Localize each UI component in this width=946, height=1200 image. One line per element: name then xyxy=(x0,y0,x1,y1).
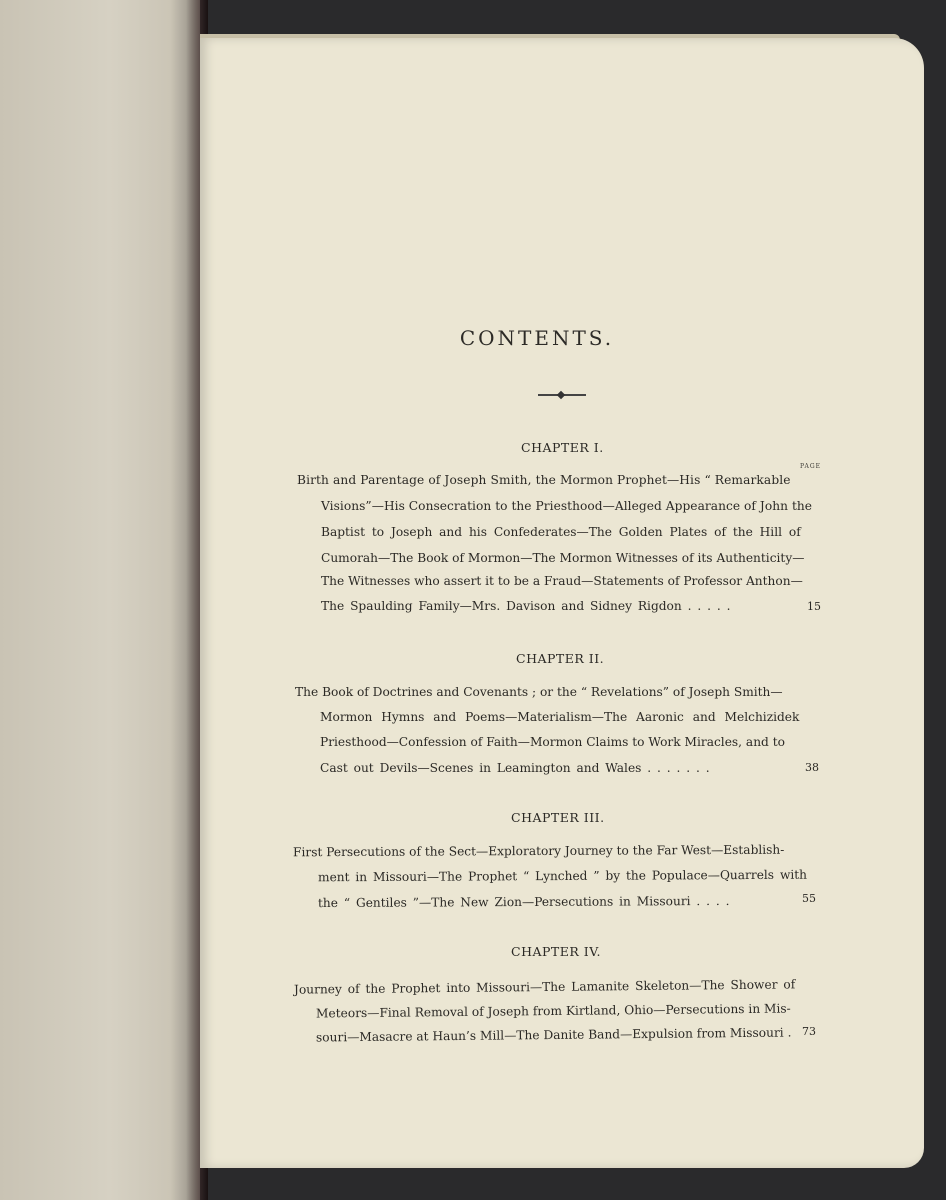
entry-line: The Book of Doctrines and Covenants ; or the “ Revelations” of Joseph Smith— xyxy=(295,685,783,699)
entry-line: Cast out Devils—Scenes in Leamington and Wales . . . . . . . xyxy=(320,761,710,775)
entry-line: ment in Missouri—The Prophet “ Lynched ” by the Populace—Quarrels with xyxy=(317,867,808,885)
chapter-heading: CHAPTER II. xyxy=(516,651,605,666)
chapter-heading: CHAPTER I. xyxy=(521,440,604,455)
page-title: CONTENTS. xyxy=(459,326,615,350)
entry-line: the “ Gentiles ”—The New Zion—Persecutions in Missouri . . . . xyxy=(317,893,730,911)
left-page xyxy=(0,0,200,1200)
page-number: 55 xyxy=(802,892,816,905)
entry-line: The Spaulding Family—Mrs. Davison and Sidney Rigdon . . . . . xyxy=(321,599,731,613)
entry-line: The Witnesses who assert it to be a Fraud—Statements of Professor Anthon— xyxy=(321,574,803,588)
entry-line: souri—Masacre at Haun’s Mill—The Danite Band—Expulsion from Missouri . xyxy=(315,1025,792,1045)
page-number: 15 xyxy=(807,600,821,613)
page-number: 38 xyxy=(805,761,819,774)
entry-line: Birth and Parentage of Joseph Smith, the Mormon Prophet—His “ Remarkable xyxy=(297,473,791,487)
entry-line: Visions”—His Consecration to the Priesthood—Alleged Appearance of John the xyxy=(321,499,813,513)
chapter-heading: CHAPTER III. xyxy=(511,810,605,825)
entry-line: First Persecutions of the Sect—Exploratory Journey to the Far West—Establish- xyxy=(292,842,785,860)
entry-line: Cumorah—The Book of Mormon—The Mormon Witnesses of its Authenticity— xyxy=(321,551,805,565)
entry-line: Journey of the Prophet into Missouri—The Lamanite Skeleton—The Shower of xyxy=(293,977,796,997)
entry-line: Meteors—Final Removal of Joseph from Kirtland, Ohio—Persecutions in Mis- xyxy=(315,1001,791,1021)
ornament-rule xyxy=(538,394,586,396)
chapter-heading: CHAPTER IV. xyxy=(511,944,602,959)
entry-line: Mormon Hymns and Poems—Materialism—The Aaronic and Melchizidek xyxy=(320,710,800,724)
page-column-label: PAGE xyxy=(800,463,821,470)
entry-line: Priesthood—Confession of Faith—Mormon Claims to Work Miracles, and to xyxy=(320,735,785,749)
page-number: 73 xyxy=(802,1025,816,1038)
entry-line: Baptist to Joseph and his Confederates—The Golden Plates of the Hill of xyxy=(321,525,801,539)
